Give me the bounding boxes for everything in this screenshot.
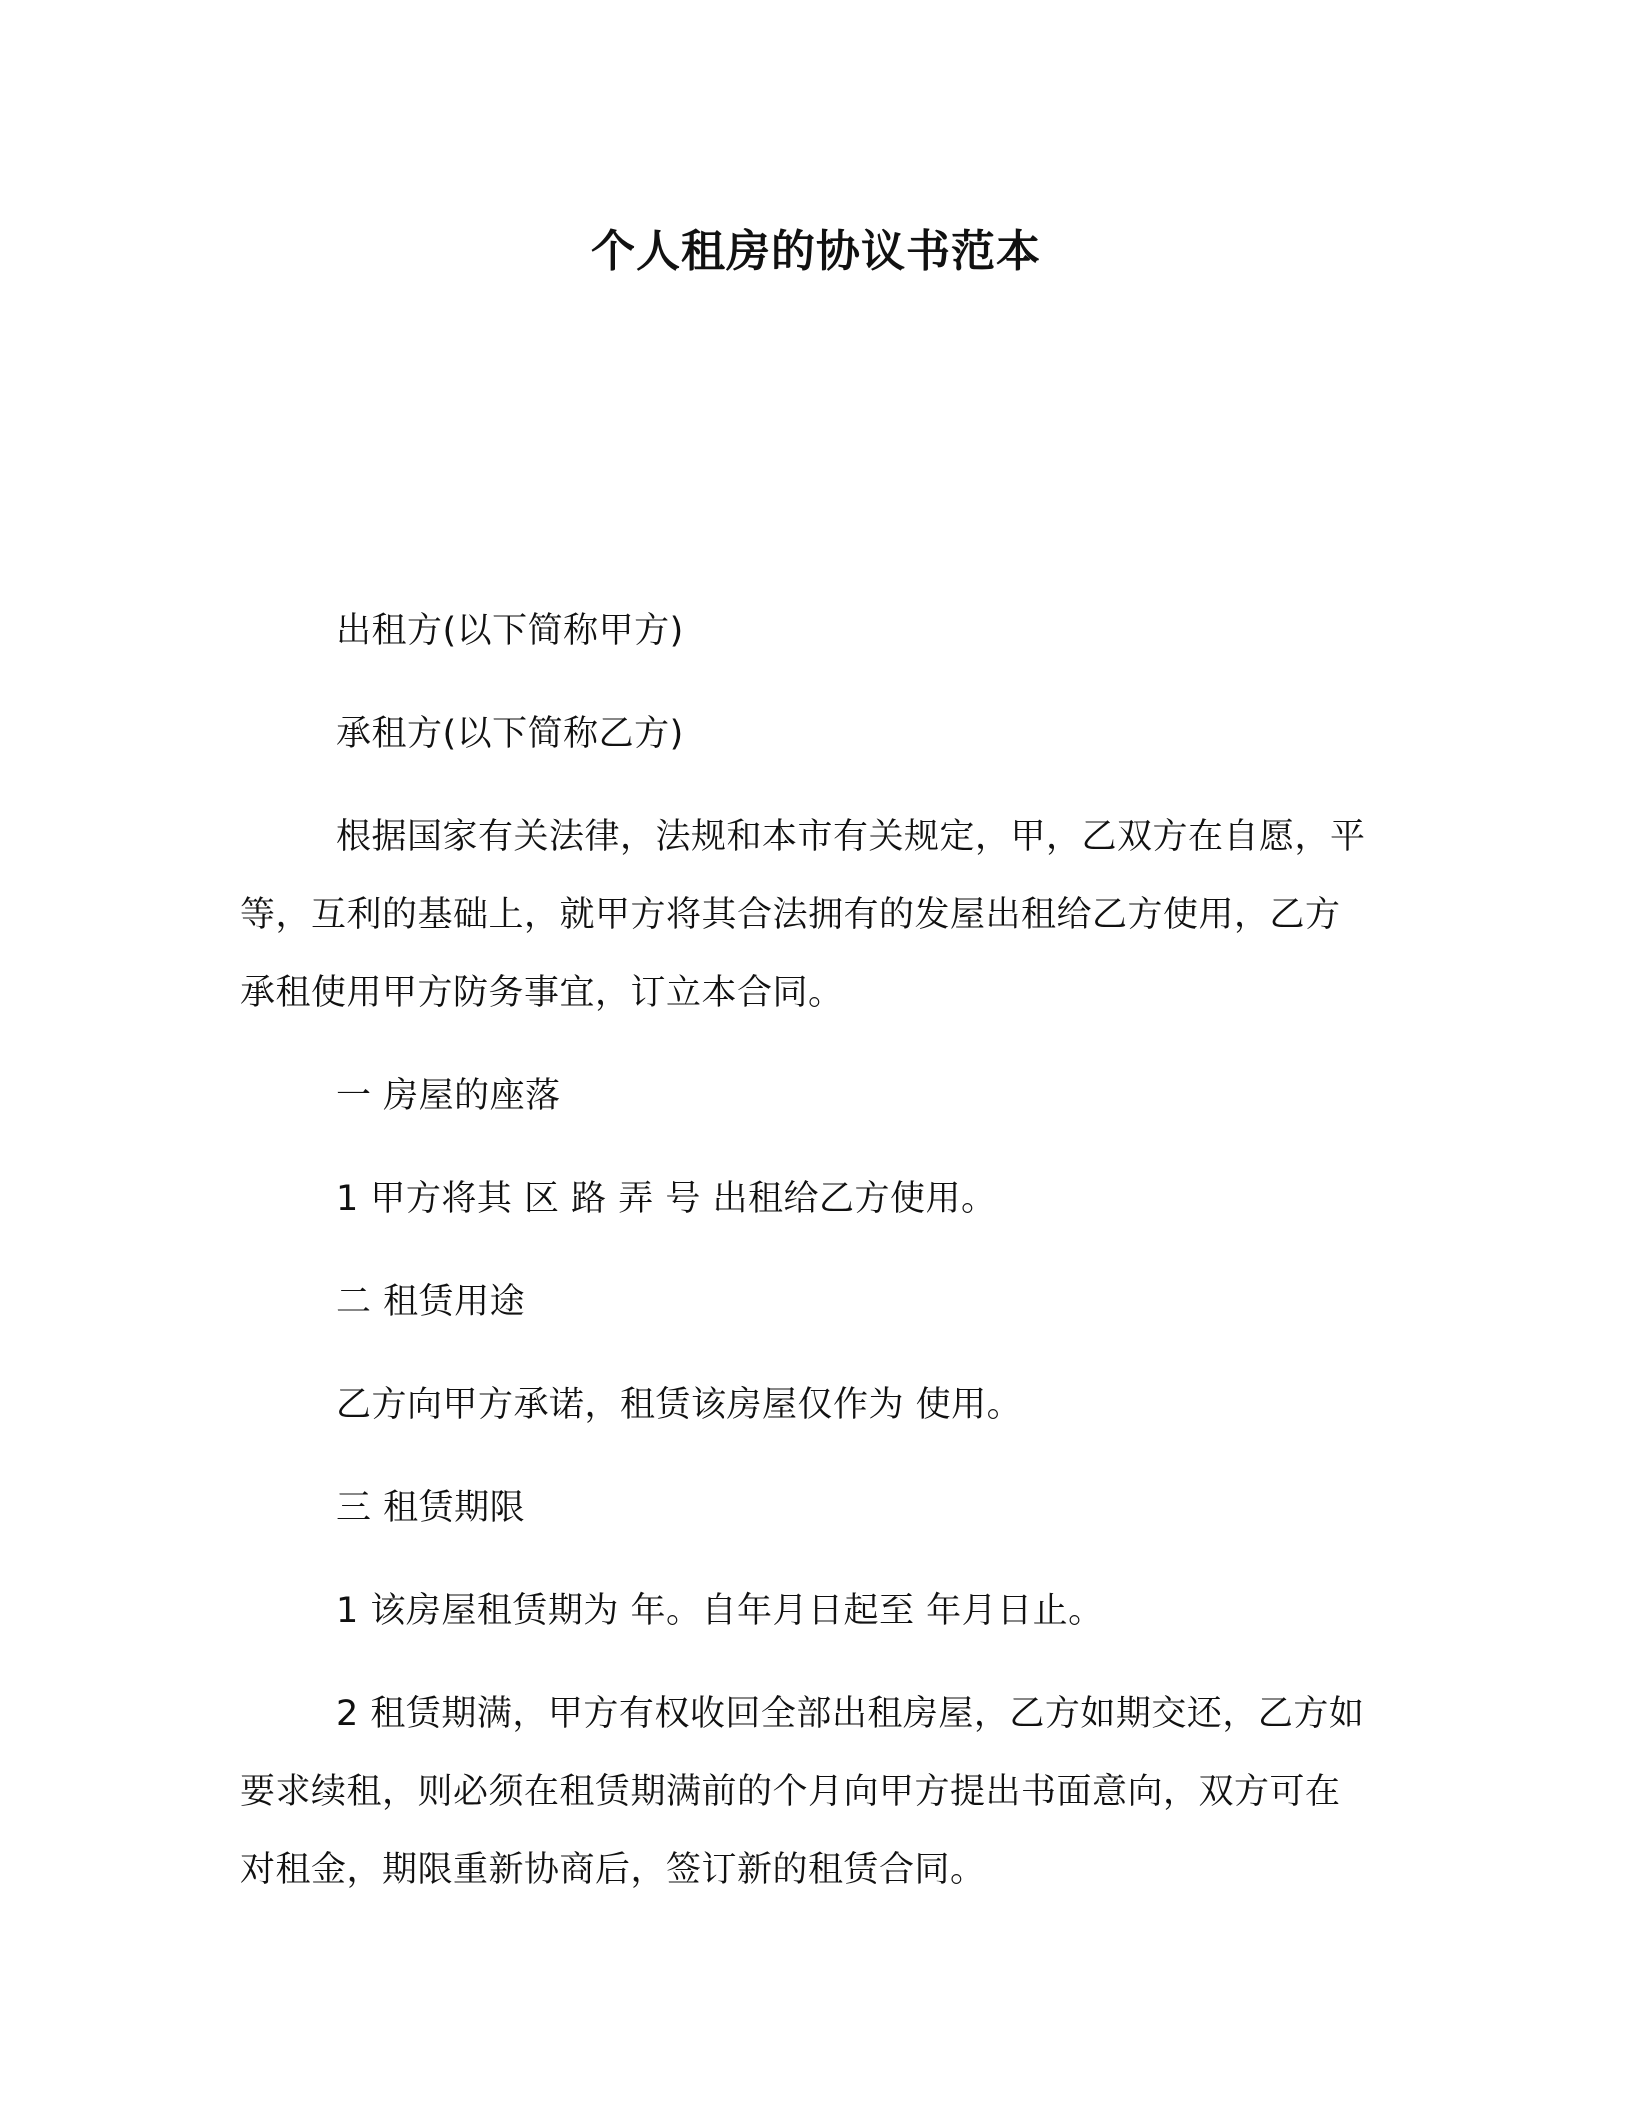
- party-b-line: 承租方(以下简称乙方): [336, 714, 684, 754]
- clause-1-1: 1 甲方将其 区 路 弄 号 出租给乙方使用。: [336, 1179, 997, 1219]
- section-heading-3: 三 租赁期限: [336, 1488, 526, 1528]
- document-body: [240, 592, 1370, 1934]
- preamble-paragraph: 根据国家有关法律，法规和本市有关规定，甲，乙双方在自愿，平等，互利的基础上，就甲方将其合法拥有的发屋出租给乙方使用，乙方承租使用甲方防务事宜，订立本合同。: [240, 817, 1366, 1013]
- clause-3-1: 1 该房屋租赁期为 年。自年月日起至 年月日止。: [336, 1591, 1104, 1631]
- document-title: 个人租房的协议书范本: [591, 226, 1041, 277]
- clause-3-2: 2 租赁期满，甲方有权收回全部出租房屋，乙方如期交还，乙方如要求续租，则必须在租赁期满前的个月向甲方提出书面意向，双方可在对租金，期限重新协商后，签订新的租赁合同。: [240, 1694, 1365, 1890]
- party-a-line: 出租方(以下简称甲方): [336, 611, 684, 651]
- section-heading-2: 二 租赁用途: [336, 1282, 526, 1322]
- section-heading-1: 一 房屋的座落: [336, 1076, 561, 1116]
- clause-2-1: 乙方向甲方承诺，租赁该房屋仅作为 使用。: [336, 1385, 1023, 1425]
